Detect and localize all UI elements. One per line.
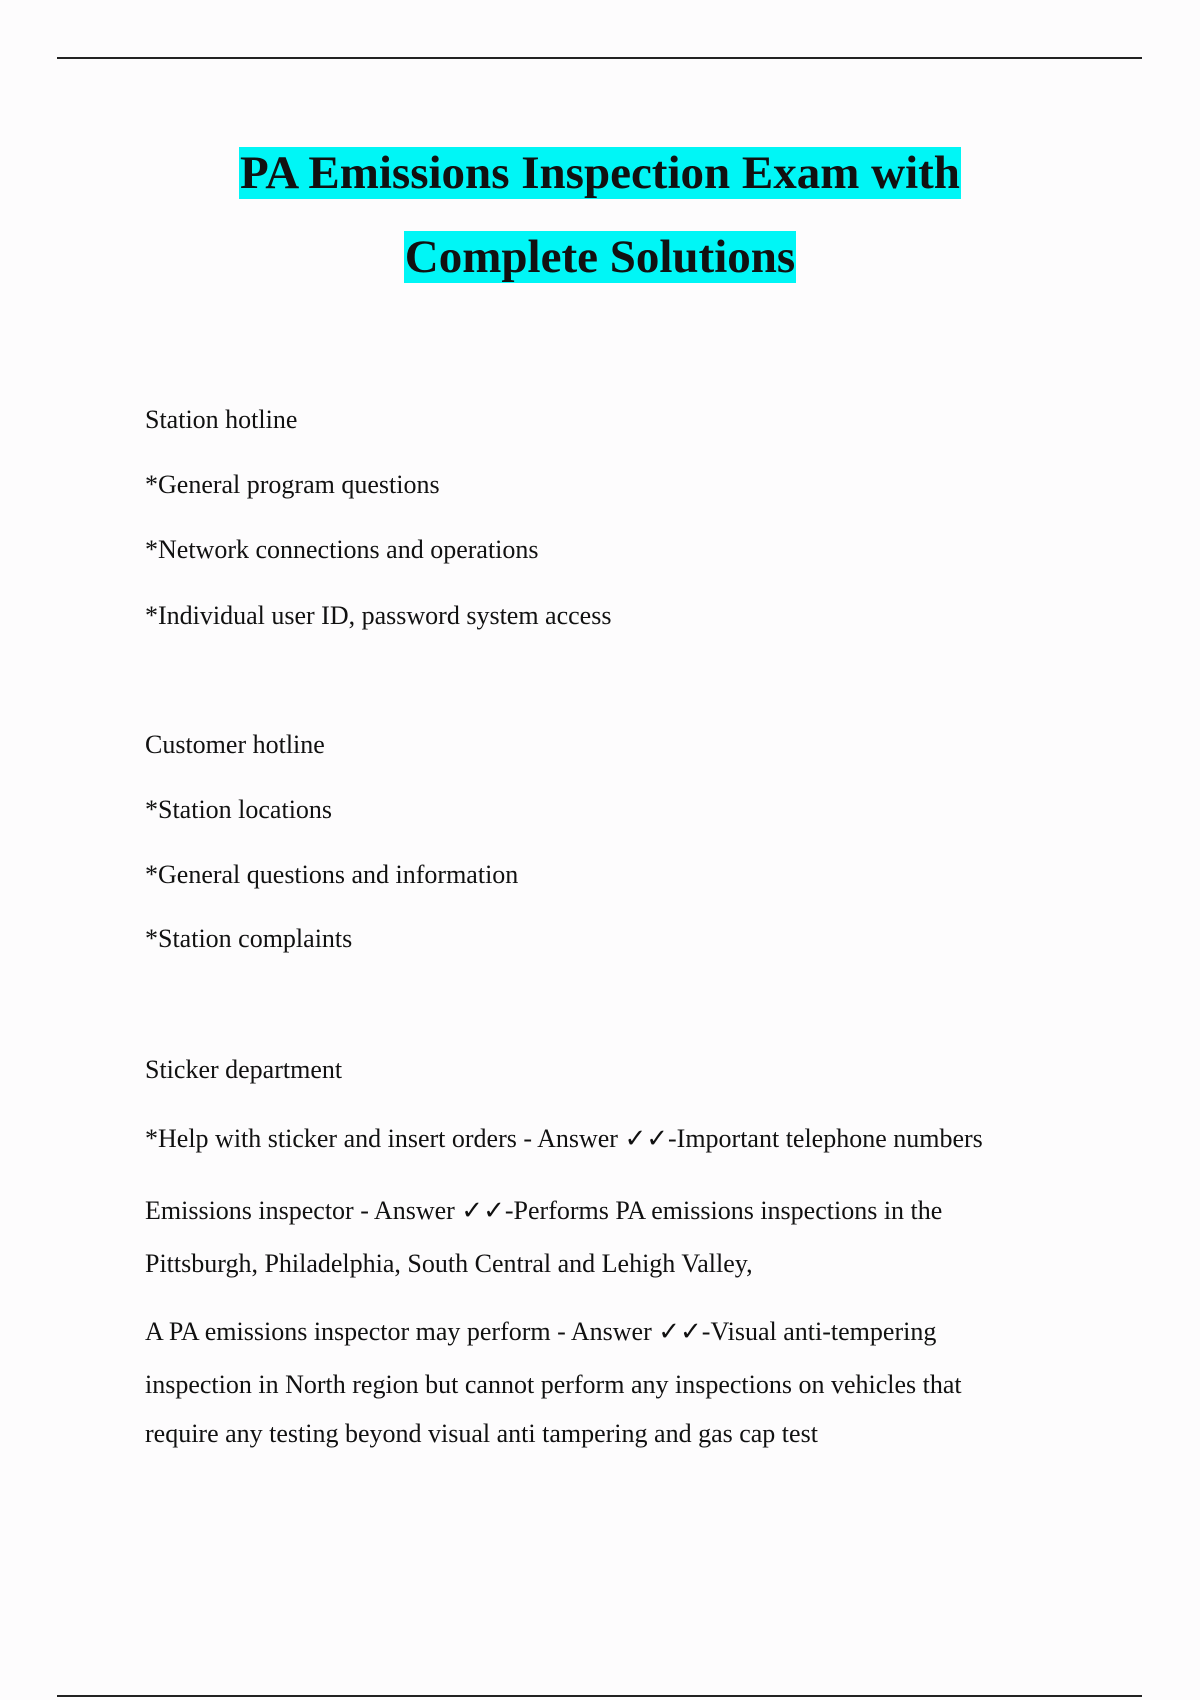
section-heading: Station hotline [145,405,298,434]
list-item: *Station complaints [145,924,353,953]
qa-line: A PA emissions inspector may perform - Answer ✓✓-Visual anti-tempering [145,1317,937,1346]
list-item: *Station locations [145,795,333,824]
list-item: *General questions and information [145,860,519,889]
section-heading: Customer hotline [145,730,325,759]
list-item: *Network connections and operations [145,535,539,564]
document-title-line-1 [0,145,1200,202]
qa-line: inspection in North region but cannot perform any inspections on vehicles that [145,1370,962,1399]
qa-line: Emissions inspector - Answer ✓✓-Performs PA emissions inspections in the [145,1196,943,1225]
list-item: *Help with sticker and insert orders - Answer ✓✓-Important telephone numbers [145,1124,983,1153]
section-heading: Sticker department [145,1055,343,1084]
document-title-line-2 [0,229,1200,286]
list-item: *General program questions [145,470,440,499]
title-highlight-1: PA Emissions Inspection Exam with [240,147,960,199]
qa-line: require any testing beyond visual anti tampering and gas cap test [145,1419,818,1448]
footer-rule [57,1695,1142,1697]
title-highlight-2: Complete Solutions [404,231,796,283]
list-item: *Individual user ID, password system access [145,601,612,630]
header-rule [57,57,1142,59]
qa-line: Pittsburgh, Philadelphia, South Central and Lehigh Valley, [145,1249,753,1278]
